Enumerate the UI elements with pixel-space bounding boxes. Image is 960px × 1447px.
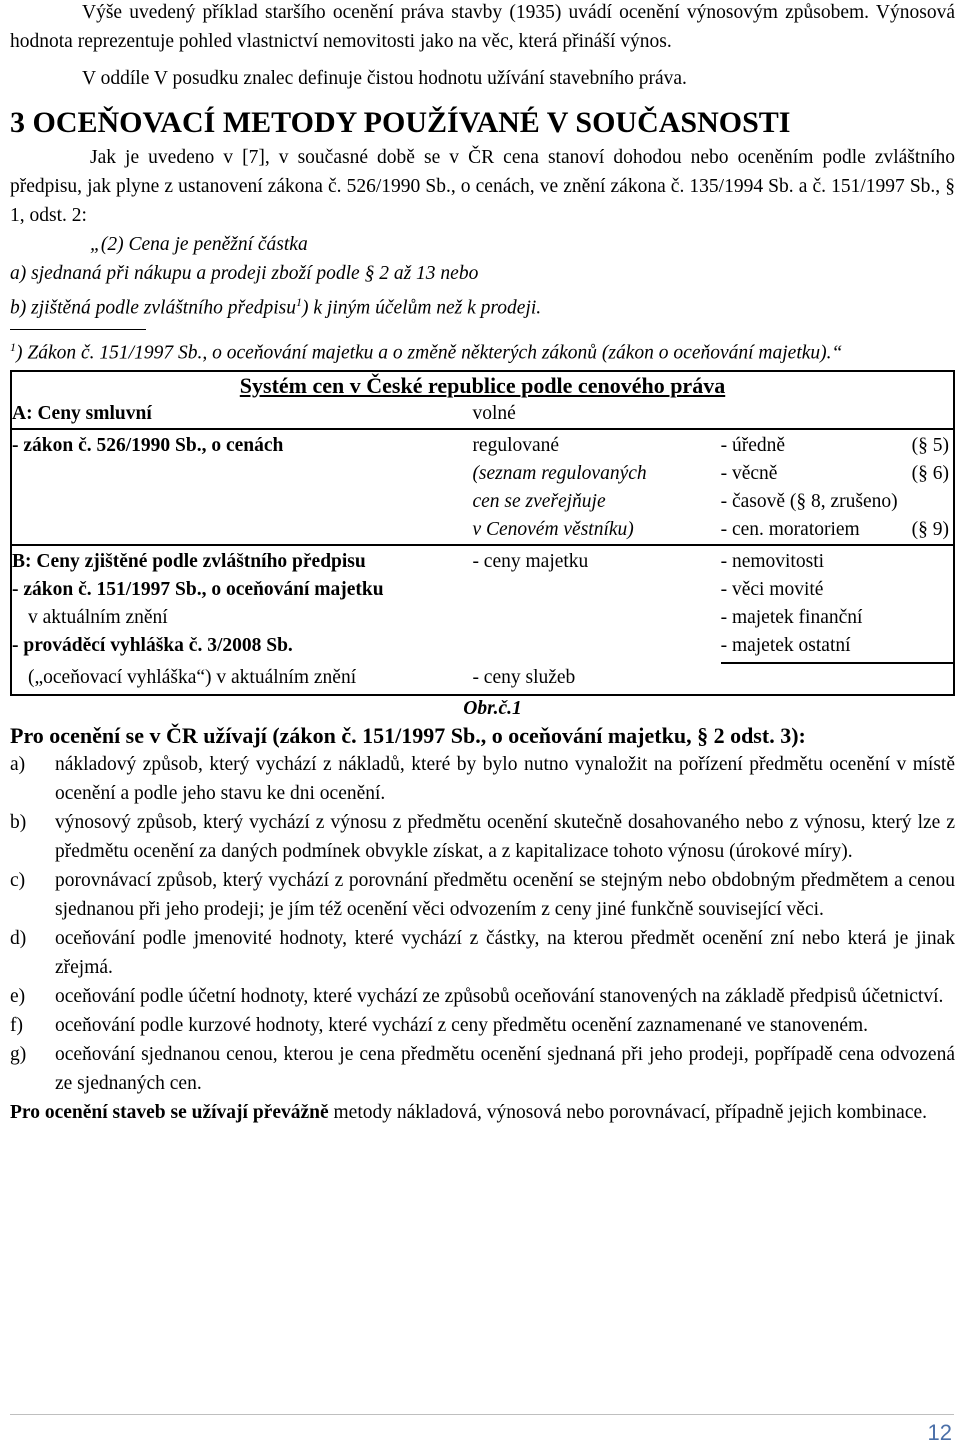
methods-heading: Pro ocenění se v ČR užívají (zákon č. 151/1997 Sb., o oceňování majetku, § 2 odst. 3): (10, 723, 806, 748)
list-item: d) oceňování podle jmenovité hodnoty, které vychází z částky, na kterou předmět ocenění zní nebo která je jinak zřejmá. (10, 928, 955, 978)
price-system-table (10, 370, 955, 696)
quote-line-1: „(2) Cena je peněžní částka (90, 234, 308, 255)
list-item: b) výnosový způsob, který vychází z výnosu z předmětu ocenění skutečně dosahovaného nebo z výnosu, který lze z předmětu ocenění za daných podmínek obvykle získat, a z kapitalizace tohoto výnosu (úrokové míry). (10, 812, 955, 862)
footnote (10, 334, 955, 367)
footnote-separator (10, 329, 146, 330)
methods-list (10, 750, 955, 1098)
table-regulovane: regulované (seznam regulovaných cen se zveřejňuje v Cenovém věstníku) (472, 429, 720, 545)
footer-divider (10, 1414, 954, 1415)
final-rest: metody nákladová, výnosová nebo porovnávací, případně jejich kombinace. (328, 1102, 927, 1123)
list-item: g) oceňování sjednanou cenou, kterou je cena předmětu ocenění sjednaná při jeho prodeji, popřípadě cena odvozená ze sjednaných cen. (10, 1044, 955, 1094)
table-b-section: B: Ceny zjištěné podle zvláštního předpisu - zákon č. 151/1997 Sb., o oceňování majetku v aktuálním znění - prováděcí vyhláška č. 3/2008 Sb. („oceňovací vyhláška“) v aktuálním znění (11, 545, 472, 695)
page-number: 12 (927, 1420, 952, 1445)
footnote-ref: 1 (296, 295, 302, 309)
document-page (10, 0, 955, 1127)
table-a-label: A: Ceny smluvní (11, 400, 472, 429)
footnote-number: 1 (10, 339, 16, 354)
section-paragraph: Jak je uvedeno v [7], v současné době se v ČR cena stanoví dohodou nebo oceněním podle zvláštního předpisu, jak plyne z ustanovení zákona č. 526/1990 Sb., o cenách, ve znění zákona č. 135/1994 Sb. a č. 151/1997 Sb., § 1, odst. 2: (10, 147, 955, 226)
footnote-text: ) Zákon č. 151/1997 Sb., o oceňování majetku a o změně některých zákonů (zákon o oceňování majetku).“ (16, 342, 843, 363)
table-regulation-types: - úředně (§ 5) - věcně (§ 6) - časově (§ 8, zrušeno) - cen. moratoriem (§ 9) (721, 429, 954, 545)
table-b-categories: - ceny majetku - ceny služeb (472, 545, 720, 695)
intro-paragraph-2: V oddíle V posudku znalec definuje čistou hodnotu užívání stavebního práva. (82, 68, 687, 89)
final-paragraph (10, 1098, 955, 1127)
quote-line-3-end: ) k jiným účelům než k prodeji. (302, 297, 542, 319)
table-b-assets: - nemovitosti - věci movité - majetek finanční - majetek ostatní (721, 545, 954, 695)
table-a-law: - zákon č. 526/1990 Sb., o cenách (11, 429, 472, 545)
quote-line-3-text: b) zjištěná podle zvláštního předpisu (10, 297, 296, 319)
section-heading: 3 OCEŇOVACÍ METODY POUŽÍVANÉ V SOUČASNOSTI (10, 106, 791, 139)
quote-line-3 (10, 288, 955, 323)
table-title: Systém cen v České republice podle cenového práva (11, 371, 954, 400)
figure-caption: Obr.č.1 (463, 698, 522, 719)
list-item: f) oceňování podle kurzové hodnoty, které vychází z ceny předmětu ocenění zaznamenané ve stanoveném. (10, 1015, 869, 1036)
list-item: e) oceňování podle účetní hodnoty, které vychází ze způsobů oceňování stanovených na základě předpisů účetnictví. (10, 986, 944, 1007)
list-item: a) nákladový způsob, který vychází z nákladů, které by bylo nutno vynaložit na pořízení předmětu ocenění v místě ocenění a podle jeho stavu ke dni ocenění. (10, 754, 955, 804)
quote-line-2: a) sjednaná při nákupu a prodeji zboží podle § 2 až 13 nebo (10, 263, 479, 284)
final-bold: Pro ocenění staveb se užívají převážně (10, 1102, 329, 1123)
list-item: c) porovnávací způsob, který vychází z porovnání předmětu ocenění se stejným nebo obdobným předmětem a cenou sjednanou při jeho prodeji; je jím též ocenění věci odvozením z ceny jiné funkčně související věci. (10, 870, 955, 920)
intro-paragraph: Výše uvedený příklad staršího ocenění práva stavby (1935) uvádí ocenění výnosovým způsobem. Výnosová hodnota reprezentuje pohled vlastnictví nemovitosti jako na věc, která přináší výnos. (10, 2, 955, 52)
table-volne: volné (472, 403, 516, 424)
